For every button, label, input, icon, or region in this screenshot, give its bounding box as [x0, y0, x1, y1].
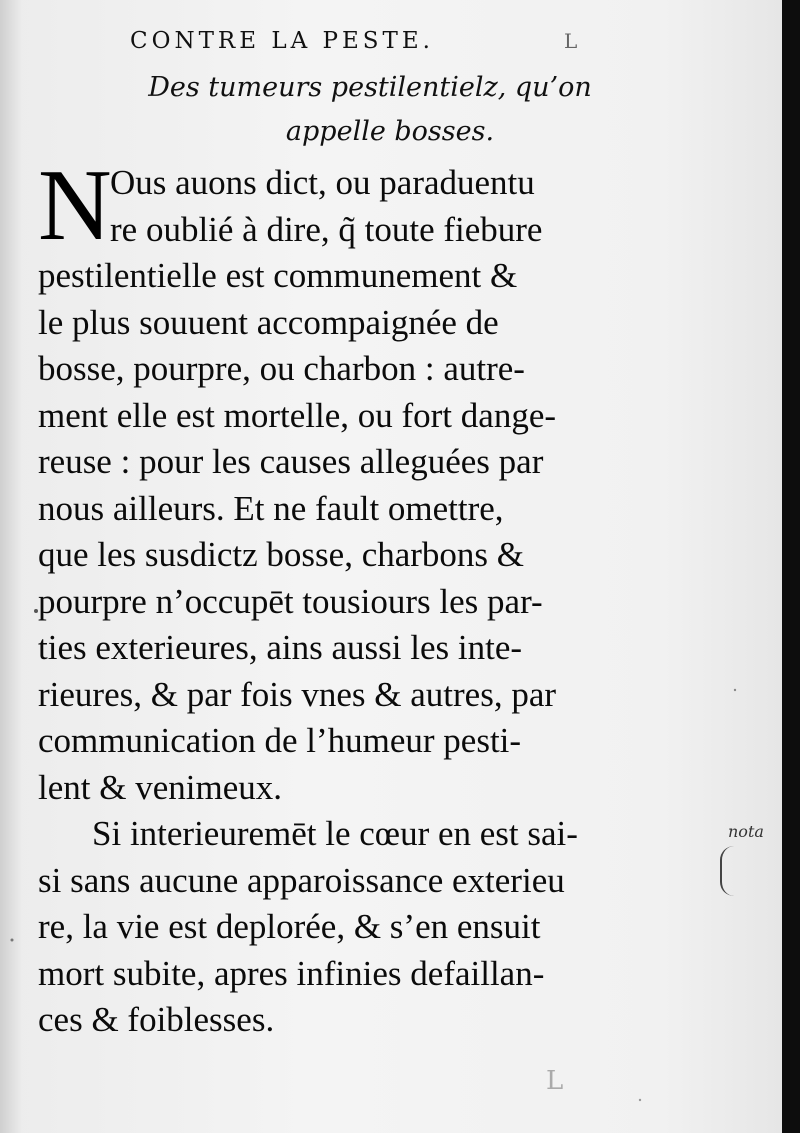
- running-head-title: CONTRE LA PESTE.: [130, 28, 434, 54]
- text-line: lent & venimeux.: [38, 767, 282, 807]
- text-line: bosse, pourpre, ou charbon : autre-: [38, 349, 525, 388]
- text-line: communication de l’humeur pesti-: [38, 721, 522, 760]
- page-number: L: [564, 29, 582, 53]
- text-line: le plus souuent accompaignée de: [38, 302, 499, 342]
- text-line: Ous auons dict, ou paraduentu: [110, 163, 535, 202]
- text-line: ment elle est mortelle, ou fort dange-: [38, 395, 557, 435]
- text-line: re oublié à dire, q̃ toute fiebure: [110, 209, 543, 249]
- text-line: ties exterieures, ains aussi les inte-: [38, 628, 523, 667]
- text-line: Si interieuremēt le cœur en est sai-: [92, 814, 578, 853]
- signature-mark: L: [546, 1066, 564, 1096]
- text-line: si sans aucune apparoissance exterieu: [38, 860, 565, 900]
- text-line: rieures, & par fois vnes & autres, par: [38, 674, 557, 714]
- text-line: reuse : pour les causes alleguées par: [38, 442, 544, 481]
- chapter-heading-line-2: appelle bosses.: [285, 116, 495, 147]
- chapter-heading-line-1: Des tumeurs pestilentielz, qu’on: [148, 72, 592, 103]
- margin-note: nota: [728, 822, 764, 841]
- text-line: nous ailleurs. Et ne fault omettre,: [38, 488, 504, 528]
- text-line: re, la vie est deplorée, & s’en ensuit: [38, 907, 541, 946]
- text-line: pestilentielle est communement &: [38, 256, 518, 295]
- text-line: pourpre n’occupēt tousiours les par-: [38, 581, 543, 621]
- text-line: mort subite, apres infinies defaillan-: [38, 953, 545, 993]
- text-line: que les susdictz bosse, charbons &: [38, 535, 525, 574]
- drop-capital: N: [38, 149, 112, 262]
- text-line: ces & foiblesses.: [38, 1000, 275, 1039]
